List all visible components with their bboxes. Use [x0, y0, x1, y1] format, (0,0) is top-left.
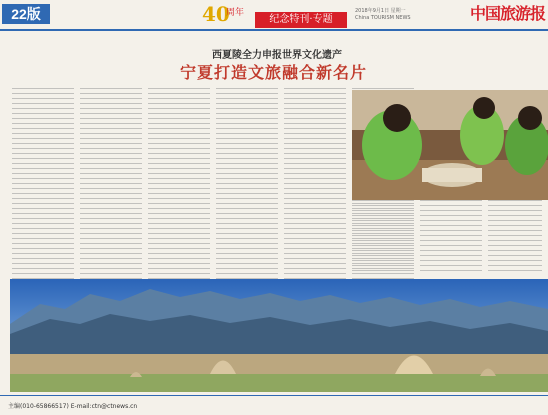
- landscape-image: [10, 279, 548, 392]
- dateline-en: China TOURISM NEWS: [355, 15, 411, 21]
- article-kicker: 西夏陵全力申报世界文化遗产: [212, 50, 342, 61]
- header-rule: [0, 29, 548, 31]
- body-column: [216, 88, 278, 308]
- dateline-date: 2018年9月1日 星期一: [355, 8, 406, 14]
- section-banner: 纪念特刊·专题: [255, 12, 347, 28]
- article-photo-people: [352, 90, 548, 200]
- dateline: [355, 8, 411, 22]
- photo-people-image: [352, 90, 548, 200]
- page-number: 22版: [2, 4, 50, 24]
- svg-text:40: 40: [202, 3, 230, 25]
- body-column: [352, 190, 414, 275]
- body-column: [488, 190, 542, 275]
- landscape-photo: [10, 279, 548, 392]
- page-footer: [0, 398, 548, 415]
- anniversary-logo: [200, 3, 260, 25]
- footer-contact: 主编(010-65866517) E-mail:ctn@ctnews.cn: [8, 403, 138, 410]
- body-column: [420, 190, 482, 275]
- anniversary-logo-text: 周年: [226, 8, 245, 18]
- page-header: [0, 0, 548, 30]
- body-column: [284, 88, 346, 308]
- footer-rule: [0, 395, 548, 396]
- body-column: [148, 88, 210, 308]
- body-column: [80, 88, 142, 308]
- masthead: 中国旅游报: [470, 4, 546, 23]
- article-headline: 宁夏打造文旅融合新名片: [180, 63, 368, 82]
- body-column: [12, 88, 74, 308]
